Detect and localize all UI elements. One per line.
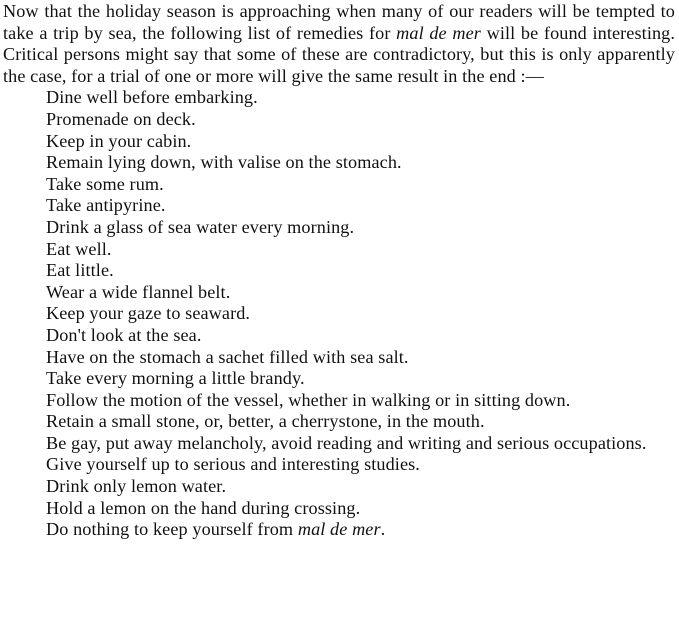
remedy-item: Take antipyrine. — [46, 195, 166, 216]
remedy-item: Retain a small stone, or, better, a cherrystone, in the mouth. — [46, 411, 485, 432]
remedy-item: Wear a wide flannel belt. — [46, 281, 231, 302]
remedy-item: Drink only lemon water. — [46, 476, 227, 497]
remedy-item-last — [3, 519, 675, 541]
remedy-item: Take some rum. — [46, 173, 164, 194]
remedy-item: Be gay, put away melancholy, avoid reading and writing and serious occupations. — [46, 432, 647, 453]
remedy-item: Have on the stomach a sachet filled with sea salt. — [46, 346, 409, 367]
last-remedy-text: Do nothing to keep yourself from — [46, 519, 298, 540]
remedy-item: Don't look at the sea. — [46, 324, 202, 345]
remedy-item: Hold a lemon on the hand during crossing. — [46, 497, 361, 518]
intro-text-part1: Now that the holiday season is approaching when many of our readers will be tempted to take a trip by sea, the following list of remedies for — [3, 1, 675, 43]
article-clipping — [3, 1, 675, 541]
remedy-item: Keep in your cabin. — [46, 130, 192, 151]
remedy-item: Promenade on deck. — [46, 108, 196, 129]
remedies-list — [3, 87, 675, 540]
remedy-item: Remain lying down, with valise on the stomach. — [46, 152, 402, 173]
remedy-item: Take every morning a little brandy. — [46, 368, 305, 389]
remedy-item: Drink a glass of sea water every morning. — [46, 216, 355, 237]
remedy-item: Follow the motion of the vessel, whether in walking or in sitting down. — [46, 389, 571, 410]
remedy-item: Eat well. — [46, 238, 112, 259]
remedy-item: Dine well before embarking. — [46, 87, 258, 108]
remedy-item: Eat little. — [46, 260, 114, 281]
intro-text-part2: will be found interesting. Critical persons might say that some of these are contradictory, but this is only apparently the case, for a trial of one or more will give the same result in the end :— — [3, 22, 676, 86]
remedy-item: Give yourself up to serious and interesting studies. — [46, 454, 420, 475]
intro-italic-mal-de-mer: mal de mer — [396, 22, 481, 43]
remedy-item: Keep your gaze to seaward. — [46, 303, 251, 324]
last-remedy-end: . — [380, 519, 386, 540]
last-remedy-italic-mal-de-mer: mal de mer — [297, 519, 381, 540]
intro-paragraph — [3, 1, 675, 87]
